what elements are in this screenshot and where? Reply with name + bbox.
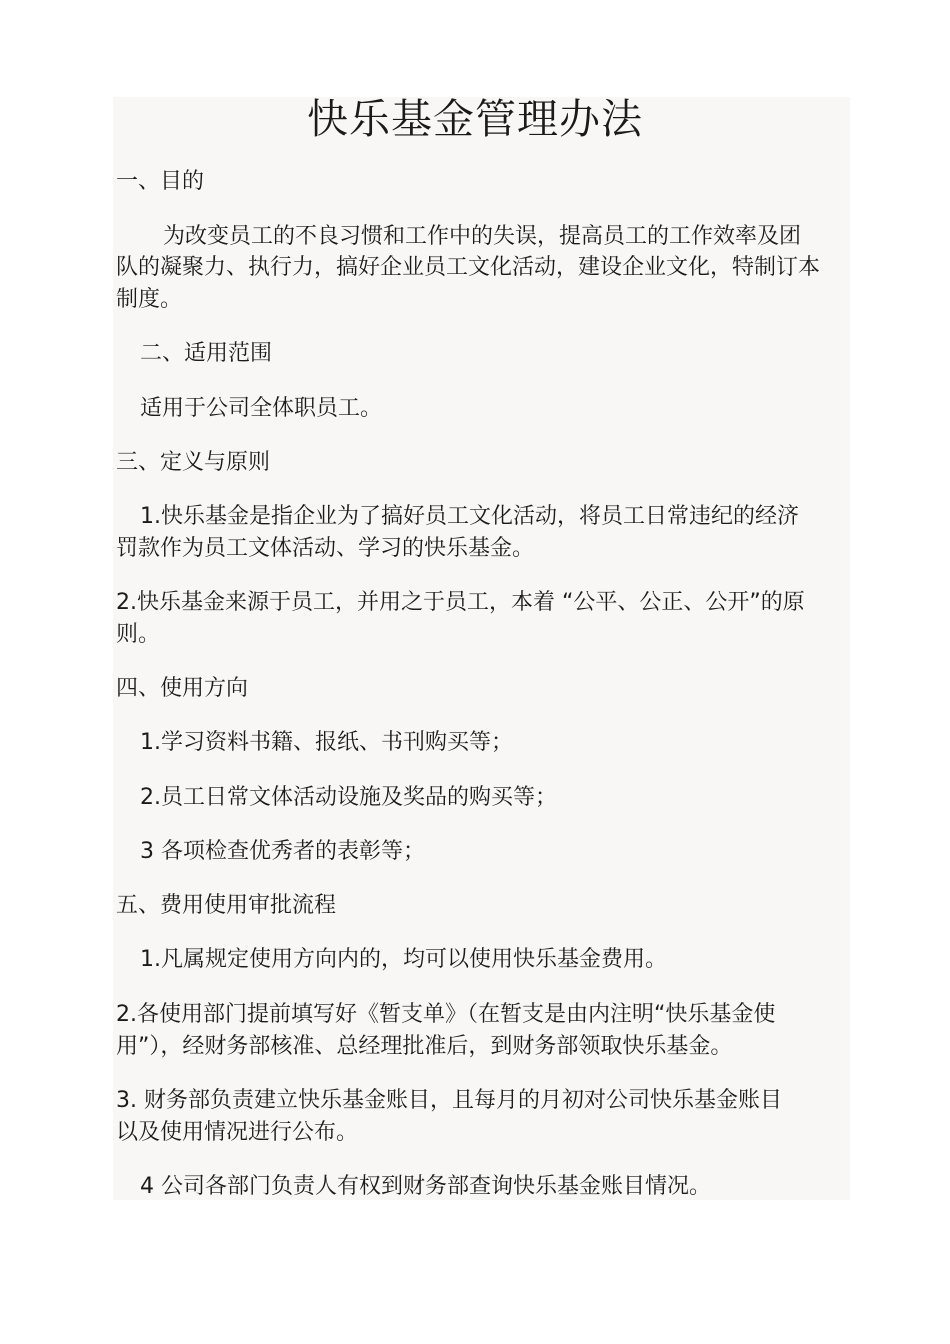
list-item: 4 公司各部门负责人有权到财务部查询快乐基金账目情况。 (140, 1174, 711, 1199)
paragraph-line: 为改变员工的不良习惯和工作中的失误，提高员工的工作效率及团 (163, 224, 802, 249)
paragraph-line: 适用于公司全体职员工。 (140, 396, 383, 421)
paragraph-line: 制度。 (116, 287, 183, 312)
paragraph-line: 罚款作为员工文体活动、学习的快乐基金。 (116, 536, 535, 561)
paragraph-line: 以及使用情况进行公布。 (116, 1120, 359, 1145)
section-heading-purpose: 一、目的 (116, 169, 205, 194)
paragraph-line: 用”），经财务部核准、总经理批准后，到财务部领取快乐基金。 (116, 1034, 733, 1059)
paragraph-line: 1.快乐基金是指企业为了搞好员工文化活动，将员工日常违纪的经济 (140, 504, 799, 529)
section-heading-usage: 四、使用方向 (116, 676, 249, 701)
paragraph-line: 2.各使用部门提前填写好《暂支单》（在暂支是由内注明“快乐基金使 (116, 1002, 776, 1027)
list-item: 3 各项检查优秀者的表彰等； (140, 839, 425, 864)
section-heading-approval: 五、费用使用审批流程 (116, 893, 337, 918)
list-item: 1.凡属规定使用方向内的，均可以使用快乐基金费用。 (140, 947, 667, 972)
paragraph-line: 队的凝聚力、执行力，搞好企业员工文化活动，建设企业文化，特制订本 (116, 255, 821, 280)
paragraph-line: 2.快乐基金来源于员工，并用之于员工，本着 “公平、公正、公开”的原 (116, 590, 805, 615)
section-heading-scope: 二、适用范围 (140, 341, 273, 366)
document-title: 快乐基金管理办法 (307, 95, 643, 143)
section-heading-definition: 三、定义与原则 (116, 450, 271, 475)
list-item: 1.学习资料书籍、报纸、书刊购买等； (140, 730, 513, 755)
paragraph-line: 则。 (116, 622, 161, 647)
paragraph-line: 3. 财务部负责建立快乐基金账目，且每月的月初对公司快乐基金账目 (116, 1088, 782, 1113)
list-item: 2.员工日常文体活动设施及奖品的购买等； (140, 785, 557, 810)
